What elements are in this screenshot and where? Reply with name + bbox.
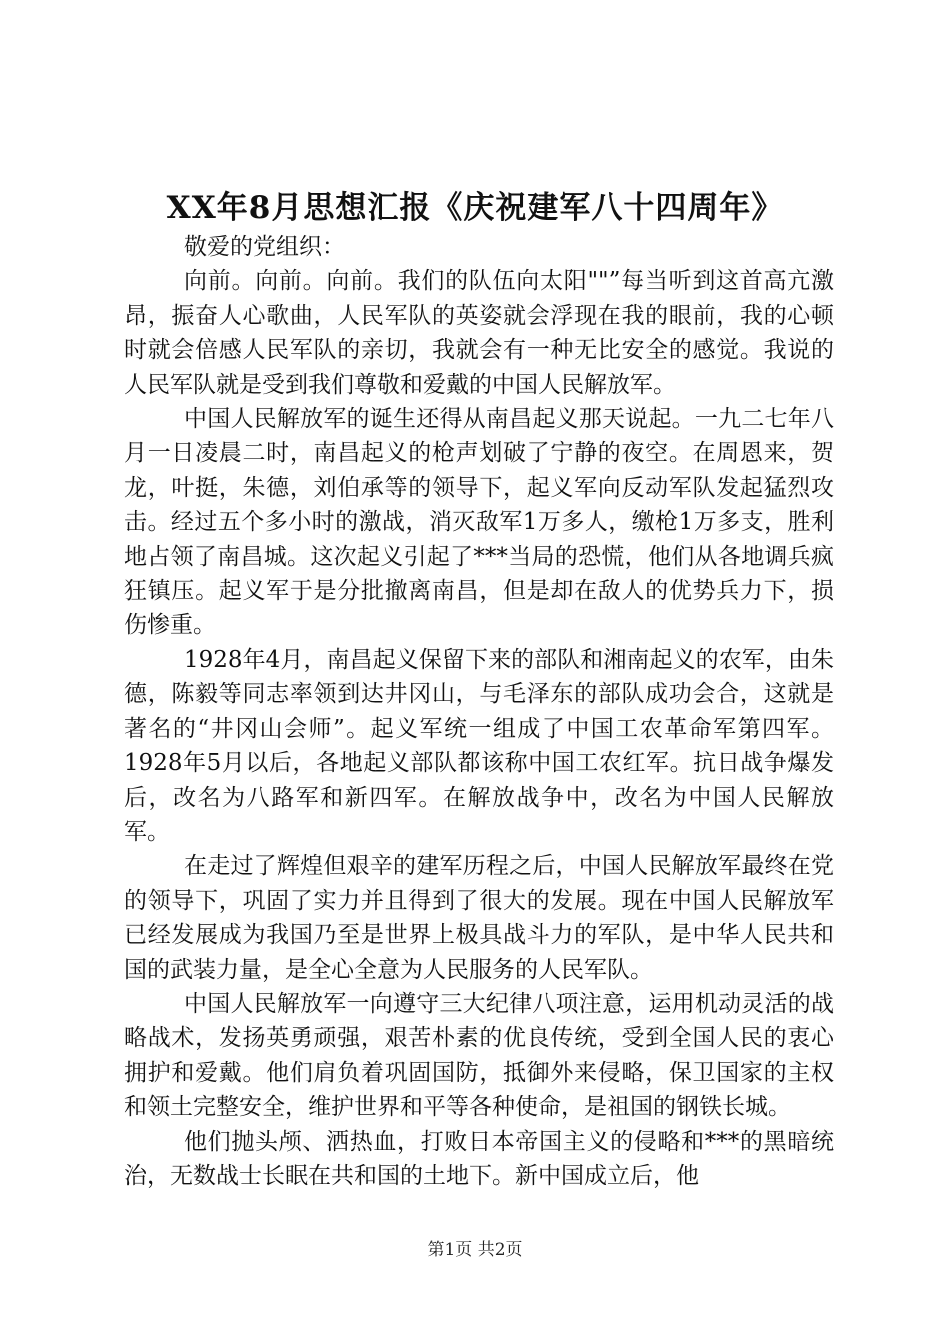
paragraph-4: 在走过了辉煌但艰辛的建军历程之后，中国人民解放军最终在党的领导下，巩固了实力并且得到了很大的发展。现在中国人民解放军已经发展成为我国乃至是世界上极具战斗力的军队，是中华人民共和国的武装力量，是全心全意为人民服务的人民军队。	[124, 853, 834, 983]
salutation: 敬爱的党组织：	[184, 234, 345, 260]
page-number-footer: 第1页 共2页	[427, 1240, 523, 1260]
document-body	[124, 230, 834, 1193]
paragraph-2: 中国人民解放军的诞生还得从南昌起义那天说起。一九二七年八月一日凌晨二时，南昌起义的枪声划破了宁静的夜空。在周恩来，贺龙，叶挺，朱德，刘伯承等的领导下，起义军向反动军队发起猛烈攻击。经过五个多小时的激战，消灭敌军1万多人，缴枪1万多支，胜利地占领了南昌城。这次起义引起了***当局的恐慌，他们从各地调兵疯狂镇压。起义军于是分批撤离南昌，但是却在敌人的优势兵力下，损伤惨重。	[124, 406, 834, 639]
document-title: XX年8月思想汇报《庆祝建军八十四周年》	[166, 190, 784, 226]
paragraph-6: 他们抛头颅、洒热血，打败日本帝国主义的侵略和***的黑暗统治，无数战士长眠在共和国的土地下。新中国成立后，他	[124, 1128, 834, 1189]
paragraph-3: 1928年4月，南昌起义保留下来的部队和湘南起义的农军，由朱德，陈毅等同志率领到达井冈山，与毛泽东的部队成功会合，这就是著名的“井冈山会师”。起义军统一组成了中国工农革命军第四军。1928年5月以后，各地起义部队都该称中国工农红军。抗日战争爆发后，改名为八路军和新四军。在解放战争中，改名为中国人民解放军。	[124, 646, 834, 845]
paragraph-5: 中国人民解放军一向遵守三大纪律八项注意，运用机动灵活的战略战术，发扬英勇顽强，艰苦朴素的优良传统，受到全国人民的衷心拥护和爱戴。他们肩负着巩固国防，抵御外来侵略，保卫国家的主权和领土完整安全，维护世界和平等各种使命，是祖国的钢铁长城。	[124, 990, 834, 1121]
paragraph-1: 向前。向前。向前。我们的队伍向太阳""”每当听到这首高亢激昂，振奋人心歌曲，人民军队的英姿就会浮现在我的眼前，我的心顿时就会倍感人民军队的亲切，我就会有一种无比安全的感觉。我说的人民军队就是受到我们尊敬和爱戴的中国人民解放军。	[124, 268, 834, 398]
